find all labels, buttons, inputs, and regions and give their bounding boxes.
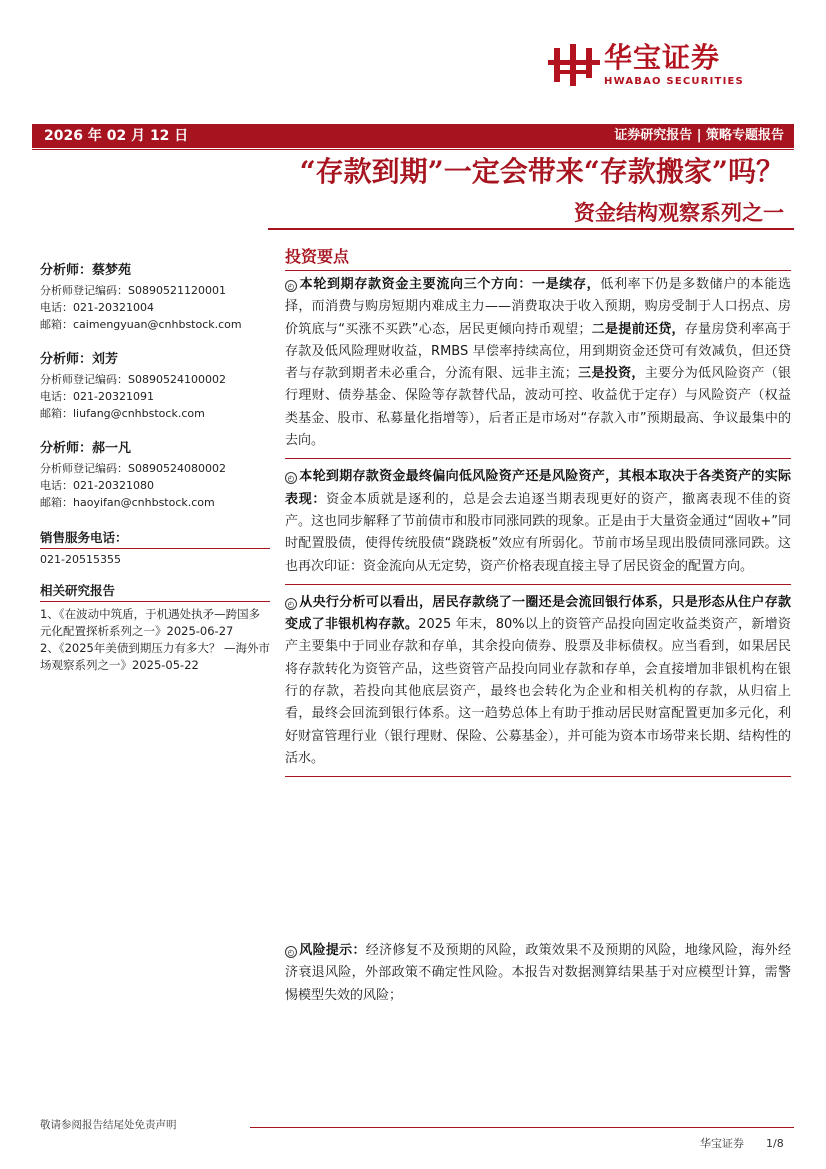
report-title: “存款到期”一定会带来“存款搬家”吗？ (299, 155, 784, 188)
logo-english-name: HWABAO SECURITIES (604, 76, 744, 87)
analyst-name: 分析师：刘芳 (40, 352, 119, 367)
paragraph-bold: 本轮到期存款资金主要流向三个方向：一是续存， (299, 277, 601, 292)
header-divider (32, 149, 794, 150)
bullet-icon: ◴ (285, 946, 297, 958)
logo-mark-icon (548, 44, 600, 86)
section-heading: 投资要点 (285, 247, 350, 266)
paragraph-divider (285, 776, 791, 777)
paragraph-text: 主要分为低风险资产（银行理财、债券基金、保险等存款替代品，波动可控、收益优于定存）与风险资产（权益类基金、股市、私募量化指增等），后者正是市场对“存款入市”预期最高、争议最集中的去向。 (285, 366, 791, 449)
analyst-email: 邮箱：haoyifan@cnhbstock.com (40, 496, 215, 509)
analyst-phone: 电话：021-20321004 (40, 301, 154, 314)
risk-text: 经济修复不及预期的风险，政策效果不及预期的风险，地缘风险，海外经济衰退风险，外部政策不确定性风险。本报告对数据测算结果基于对应模型计算，需警惕模型失效的风险； (285, 943, 791, 1003)
paragraph-bold: 本轮到期存款资金最终偏向低风险资产还是风险资产，其根本取决于各类资产的实际表现： (285, 469, 791, 507)
highlight-paragraph-3 (285, 592, 791, 770)
paragraph-bold: 从央行分析可以看出，居民存款绕了一圈还是会流回银行体系，只是形态从住户存款变成了非银机构存款。 (285, 594, 791, 633)
analyst-name: 分析师：郝一凡 (40, 441, 132, 456)
bullet-icon: ◴ (285, 472, 297, 484)
footer-firm: 华宝证券 (700, 1137, 744, 1150)
related-report-item[interactable]: 1、《在波动中筑盾，于机遇处执矛—跨国多元化配置探析系列之一》2025-06-27 (40, 607, 261, 638)
investment-highlights (285, 246, 791, 784)
footer-divider (250, 1127, 794, 1128)
sales-title: 销售服务电话： (40, 530, 128, 545)
risk-warning (285, 940, 791, 1007)
report-subtitle: 资金结构观察系列之一 (574, 200, 784, 225)
bullet-icon: ◴ (285, 598, 297, 610)
sales-divider (40, 548, 270, 549)
title-divider (268, 228, 794, 230)
related-divider (40, 601, 270, 602)
analyst-email: 邮箱：liufang@cnhbstock.com (40, 407, 205, 420)
analyst-name: 分析师：蔡梦苑 (40, 263, 132, 278)
analyst-phone: 电话：021-20321080 (40, 479, 154, 492)
analyst-card (40, 351, 270, 422)
paragraph-divider (285, 584, 791, 585)
paragraph-bold: 二是提前还贷， (591, 321, 685, 337)
paragraph-text: 资金本质就是逐利的，总是会去追逐当期表现更好的资产，撤离表现不佳的资产。这也同步解释了节前债市和股市同涨同跌的现象。正是由于大量资金通过“固收+”同时配置股债，使得传统股债“跷跷板”效应有所弱化。节前市场呈现出股债同涨同跌。这也再次印证：资金流向从无定势，资产价格表现直接主导了居民资金的配置方向。 (285, 491, 791, 574)
report-date: 2026 年 02 月 12 日 (44, 128, 189, 144)
risk-label: 风险提示： (299, 943, 366, 958)
paragraph-divider (285, 458, 791, 459)
logo-chinese-name: 华宝证券 (604, 41, 721, 74)
company-logo (548, 42, 744, 88)
analyst-card (40, 262, 270, 333)
report-type: 证券研究报告 | 策略专题报告 (614, 128, 784, 143)
paragraph-bold: 三是投资， (577, 366, 645, 382)
highlight-paragraph-1 (285, 274, 791, 452)
related-report-item[interactable]: 2、《2025年美债到期压力有多大？ —海外市场观察系列之一》2025-05-22 (40, 641, 270, 672)
bullet-icon: ◴ (285, 280, 297, 292)
analyst-phone: 电话：021-20321091 (40, 390, 154, 403)
disclaimer-note: 敬请参阅报告结尾处免责声明 (40, 1119, 177, 1131)
section-heading-divider (285, 270, 791, 271)
paragraph-text: 存量房贷利率高于存款及低风险理财收益，RMBS 早偿率持续高位，用到期资金还贷可有效减负，但还贷者与存款到期者未必重合，分流有限、远非主流； (285, 321, 791, 382)
related-reports-title: 相关研究报告 (40, 583, 116, 598)
analyst-card (40, 440, 270, 511)
highlight-paragraph-2 (285, 466, 791, 577)
analyst-reg: 分析师登记编码：S0890524080002 (40, 462, 226, 475)
analyst-reg: 分析师登记编码：S0890521120001 (40, 284, 226, 297)
analyst-email: 邮箱：caimengyuan@cnhbstock.com (40, 318, 242, 331)
sales-phone: 021-20515355 (40, 553, 121, 566)
paragraph-text: 低利率下仍是多数储户的本能选择，而消费与购房短期内难成主力——消费取决于收入预期，购房受制于人口拐点、房价筑底与“买涨不买跌”心态，居民更倾向持币观望； (285, 277, 791, 337)
analyst-reg: 分析师登记编码：S0890524100002 (40, 373, 226, 386)
risk-paragraph (285, 940, 791, 1007)
sidebar (40, 262, 270, 674)
paragraph-text: 2025 年末，80%以上的资管产品投向固定收益类资产，新增资产主要集中于同业存款和存单，其余投向债券、股票及非标债权。应当看到，如果居民将存款转化为资管产品，这些资管产品投向同业存款和存单，会直接增加非银机构在银行的存款，若投向其他底层资产，最终也会转化为企业和相关机构的存款，从归宿上看，最终会回流到银行体系。这一趋势总体上有助于推动居民财富配置更加多元化，利好财富管理行业（银行理财、保险、公募基金），并可能为资本市场带来长期、结构性的活水。 (285, 617, 791, 766)
page-number: 1/8 (766, 1137, 784, 1150)
